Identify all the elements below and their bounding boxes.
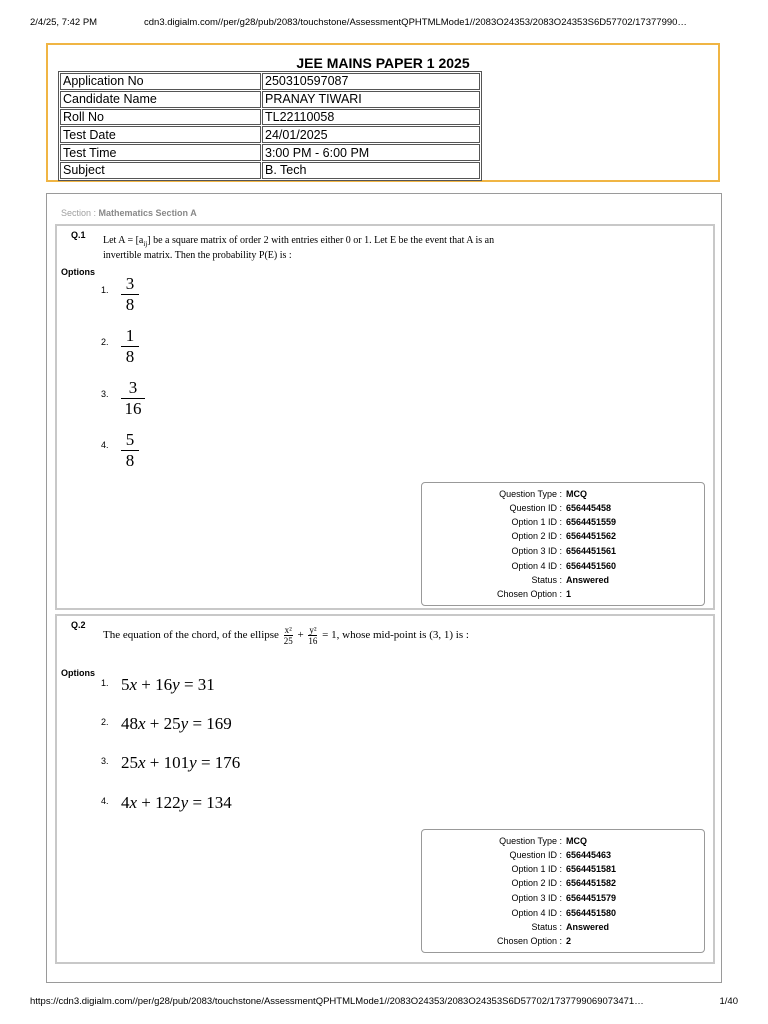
meta-row [422, 503, 704, 517]
meta-label: Status : [531, 922, 562, 932]
meta-row [422, 878, 704, 892]
numerator: x² [284, 624, 292, 635]
x-squared-fraction [284, 625, 293, 646]
option-number: 3. [101, 389, 109, 399]
meta-label: Option 2 ID : [511, 878, 562, 888]
option-2-fraction [121, 327, 139, 366]
denominator: 8 [125, 451, 135, 470]
question-text-part: = 1, whose mid-point is (3, 1) is : [322, 629, 469, 641]
option-2-equation: 48x + 25y = 169 [121, 714, 232, 733]
meta-value: 6564451579 [566, 893, 617, 903]
meta-row [422, 589, 704, 603]
section-name: Mathematics Section A [98, 208, 197, 218]
meta-value: MCQ [566, 836, 587, 846]
option-1-equation: 5x + 16y = 31 [121, 675, 215, 694]
y-squared-fraction [308, 625, 317, 646]
table-row [60, 144, 480, 161]
meta-label: Status : [531, 575, 562, 585]
option-3-fraction [121, 379, 145, 418]
info-label: Candidate Name [60, 91, 261, 108]
meta-row [422, 575, 704, 589]
meta-label: Question Type : [499, 489, 562, 499]
options-label: Options [61, 668, 95, 678]
candidate-info-box [46, 43, 720, 182]
options-label: Options [61, 267, 95, 277]
denominator: 16 [124, 399, 142, 418]
print-header [30, 17, 738, 31]
meta-value: 656445458 [566, 503, 612, 513]
meta-value: 1 [566, 589, 572, 599]
meta-value: MCQ [566, 489, 587, 499]
numerator: 3 [128, 378, 138, 397]
meta-row [422, 836, 704, 850]
section-label [61, 208, 197, 218]
denominator: 8 [125, 347, 135, 366]
print-footer [30, 996, 738, 1010]
denominator: 25 [283, 635, 293, 646]
table-row [60, 91, 480, 108]
meta-row [422, 561, 704, 575]
option-number: 1. [101, 285, 109, 295]
meta-row [422, 922, 704, 936]
table-row [60, 126, 480, 143]
info-label: Subject [60, 162, 261, 179]
meta-row [422, 531, 704, 545]
question-text-part: The equation of the chord, of the ellipse [103, 629, 279, 641]
info-label: Roll No [60, 109, 261, 126]
print-url[interactable]: cdn3.digialm.com//per/g28/pub/2083/touchstone/AssessmentQPHTMLMode1//2083O24353/2083O24353S6D57702/17377990… [144, 17, 687, 28]
info-label: Application No [60, 73, 261, 90]
meta-value: Answered [566, 922, 610, 932]
option-number: 3. [101, 756, 109, 766]
section-panel [46, 193, 722, 983]
numerator: y² [309, 624, 317, 635]
meta-label: Question Type : [499, 836, 562, 846]
meta-value: 2 [566, 936, 572, 946]
meta-label: Option 3 ID : [511, 893, 562, 903]
info-value: PRANAY TIWARI [262, 91, 480, 108]
numerator: 3 [125, 274, 135, 293]
meta-row [422, 864, 704, 878]
meta-row [422, 517, 704, 531]
meta-value: 6564451559 [566, 517, 617, 527]
meta-label: Option 4 ID : [511, 908, 562, 918]
table-row [60, 162, 480, 179]
page-number: 1/40 [719, 996, 738, 1007]
numerator: 1 [125, 326, 135, 345]
section-prefix: Section : [61, 208, 99, 218]
info-value: 24/01/2025 [262, 126, 480, 143]
print-datetime: 2/4/25, 7:42 PM [30, 17, 98, 28]
meta-value: 6564451580 [566, 908, 617, 918]
question-text [103, 624, 603, 646]
denominator: 8 [125, 295, 135, 314]
meta-label: Question ID : [509, 850, 562, 860]
meta-label: Option 4 ID : [511, 561, 562, 571]
meta-row [422, 850, 704, 864]
option-1-fraction [121, 275, 139, 314]
meta-row [422, 546, 704, 560]
plus-sign: + [297, 629, 304, 641]
meta-value: 6564451560 [566, 561, 617, 571]
question-card-1 [55, 224, 715, 610]
table-row [60, 109, 480, 126]
meta-label: Option 3 ID : [511, 546, 562, 556]
question-number: Q.1 [71, 230, 86, 240]
meta-value: 6564451582 [566, 878, 617, 888]
paper-title: JEE MAINS PAPER 1 2025 [296, 55, 470, 71]
option-3-equation: 25x + 101y = 176 [121, 753, 241, 772]
meta-label: Question ID : [509, 503, 562, 513]
meta-label: Option 2 ID : [511, 531, 562, 541]
meta-label: Option 1 ID : [511, 517, 562, 527]
option-number: 2. [101, 337, 109, 347]
question-text-part: invertible matrix. Then the probability P(E) is : [103, 250, 292, 261]
info-label: Test Time [60, 144, 261, 161]
question-text-part: ] be a square matrix of order 2 with entries either 0 or 1. Let E be the event that A is an [147, 235, 495, 246]
option-number: 2. [101, 717, 109, 727]
denominator: 16 [308, 635, 318, 646]
meta-value: 656445463 [566, 850, 612, 860]
meta-value: 6564451562 [566, 531, 617, 541]
option-number: 4. [101, 796, 109, 806]
option-4-fraction [121, 431, 139, 470]
question-meta-box [421, 482, 705, 606]
question-text [103, 235, 603, 261]
option-4-equation: 4x + 122y = 134 [121, 793, 232, 812]
table-row [60, 73, 480, 90]
question-meta-box [421, 829, 705, 953]
question-card-2 [55, 614, 715, 964]
candidate-info-table [58, 71, 482, 181]
footer-url[interactable]: https://cdn3.digialm.com//per/g28/pub/2083/touchstone/AssessmentQPHTMLMode1//2083O24353/2083O24353S6D57702/1737799069073471… [30, 996, 644, 1007]
meta-row [422, 908, 704, 922]
info-value: 250310597087 [262, 73, 480, 90]
meta-label: Chosen Option : [496, 936, 562, 946]
numerator: 5 [125, 430, 135, 449]
subscript: ij [143, 240, 148, 248]
question-text-part: Let A = [a [103, 235, 144, 246]
info-value: 3:00 PM - 6:00 PM [262, 144, 480, 161]
meta-label: Chosen Option : [496, 589, 562, 599]
meta-row [422, 489, 704, 503]
meta-row [422, 893, 704, 907]
meta-value: 6564451581 [566, 864, 617, 874]
info-label: Test Date [60, 126, 261, 143]
meta-value: Answered [566, 575, 610, 585]
meta-value: 6564451561 [566, 546, 617, 556]
question-number: Q.2 [71, 620, 86, 630]
info-value: TL22110058 [262, 109, 480, 126]
option-number: 1. [101, 678, 109, 688]
meta-row [422, 936, 704, 950]
option-number: 4. [101, 440, 109, 450]
meta-label: Option 1 ID : [511, 864, 562, 874]
info-value: B. Tech [262, 162, 480, 179]
